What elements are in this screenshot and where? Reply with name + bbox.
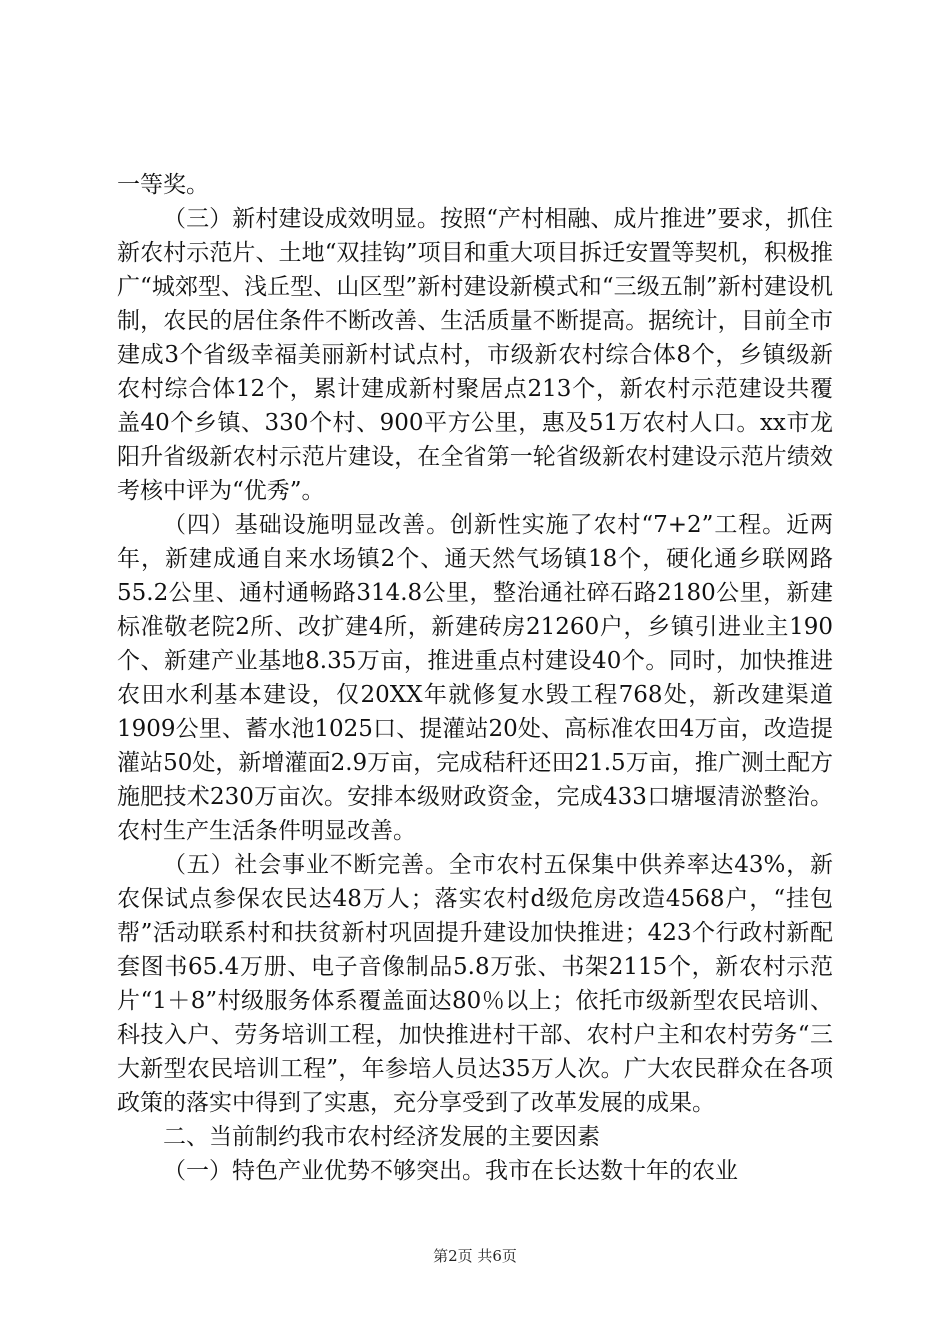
page-footer: 第2页 共6页	[433, 1247, 517, 1265]
paragraph-continuation: 一等奖。	[117, 172, 209, 198]
paragraph-subsection-1: （一）特色产业优势不够突出。我市在长达数十年的农业	[163, 1158, 738, 1184]
paragraph-section-4: （四）基础设施明显改善。创新性实施了农村“7+2”工程。近两年，新建成通自来水场镇2个、通天然气场镇18个，硬化通乡联网路55.2公里、通村通畅路314.8公里，整治通社碎石路2180公里，新建标准敬老院2所、改扩建4所，新建砖房21260户，乡镇引进业主190个、新建产业基地8.35万亩，推进重点村建设40个。同时，加快推进农田水利基本建设，仅20XX年就修复水毁工程768处，新改建渠道1909公里、蓄水池1025口、提灌站20处、高标准农田4万亩，改造提灌站50处，新增灌面2.9万亩，完成秸秆还田21.5万亩，推广测土配方施肥技术230万亩次。安排本级财政资金，完成433口塘堰清淤整治。农村生产生活条件明显改善。	[117, 512, 833, 844]
paragraph-section-5: （五）社会事业不断完善。全市农村五保集中供养率达43%，新农保试点参保农民达48万人；落实农村d级危房改造4568户，“挂包帮”活动联系村和扶贫新村巩固提升建设加快推进；423个行政村新配套图书65.4万册、电子音像制品5.8万张、书架2115个，新农村示范片“1＋8”村级服务体系覆盖面达80％以上；依托市级新型农民培训、科技入户、劳务培训工程，加快推进村干部、农村户主和农村劳务“三大新型农民培训工程”，年参培人员达35万人次。广大农民群众在各项政策的落实中得到了实惠，充分享受到了改革发展的成果。	[117, 852, 833, 1116]
document-body	[117, 168, 833, 1188]
paragraph-section-3: （三）新村建设成效明显。按照“产村相融、成片推进”要求，抓住新农村示范片、土地“双挂钩”项目和重大项目拆迁安置等契机，积极推广“城郊型、浅丘型、山区型”新村建设新模式和“三级五制”新村建设机制，农民的居住条件不断改善、生活质量不断提高。据统计，目前全市建成3个省级幸福美丽新村试点村，市级新农村综合体8个，乡镇级新农村综合体12个，累计建成新村聚居点213个，新农村示范建设共覆盖40个乡镇、330个村、900平方公里，惠及51万农村人口。xx市龙阳升省级新农村示范片建设，在全省第一轮省级新农村建设示范片绩效考核中评为“优秀”。	[117, 206, 833, 504]
section-heading-2: 二、当前制约我市农村经济发展的主要因素	[163, 1124, 600, 1150]
